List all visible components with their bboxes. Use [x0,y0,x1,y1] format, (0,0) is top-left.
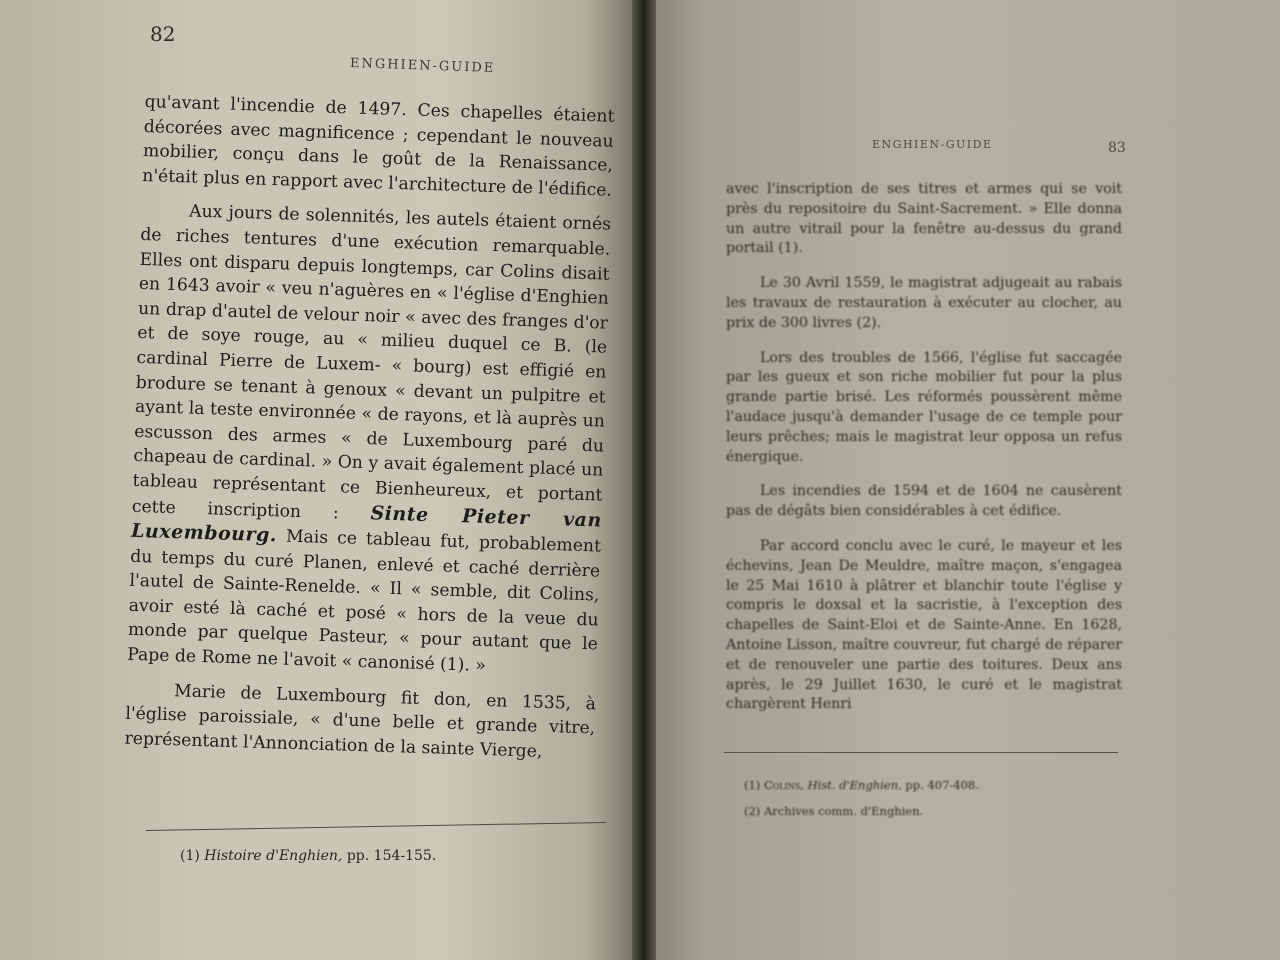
paragraph: Marie de Luxembourg fit don, en 1535, à l'église paroissiale, « d'une belle et grande vitre, représentant l'Annonciation de la sainte Vierge, [124,680,597,762]
running-head-right: ENGHIEN-GUIDE [872,138,993,151]
page-number-left: 82 [150,22,176,46]
book-gutter [632,0,658,960]
footnote-title: Hist. d'Enghien, [807,778,902,792]
paragraph: qu'avant l'incendie de 1497. Ces chapelles étaient décorées avec magnificence ; cependant le nouveau mobilier, conçu dans le goût de la Renaissance, n'était plus en rapport avec l'architecture de l'édifice. [141,91,615,201]
footnote-divider [724,752,1118,754]
paragraph-text: Aux jours de solennités, les autels étaient ornés de riches tentures d'une exécution remarquable. Elles ont disparu depuis longtemps, car Colins disait en 1643 avoir « veu n'aguères en « l'église d'Enghien un drap d'autel de velour noir « avec des franges d'or et de soye rouge, au « milieu duquel ce B. (le cardinal Pierre de Luxem- « bourg) est effigié en brodure se tenant à genoux « devant un pulpitre et ayant la teste environnée « de rayons, et là auprès un escusson des armes « de Luxembourg paré du chapeau de cardinal. » On y avait également placé un tableau représentant ce Bienheureux, et portant cette inscription : [131,201,612,523]
left-page-body [124,90,615,776]
running-head-left: ENGHIEN-GUIDE [349,56,496,77]
paragraph: Le 30 Avril 1559, le magistrat adjugeait au rabais les travaux de restauration à exécuter au clocher, au prix de 300 livres (2). [726,275,1122,331]
footnote [744,772,979,798]
footnote-title: Histoire d'Enghien, [204,848,343,864]
paragraph: avec l'inscription de ses titres et armes qui se voit près du repositoire du Saint-Sacrement. » Elle donna un autre vitrail pour la fenêtre au-dessus du grand portail (1). [726,181,1122,257]
footnote-marker: (1) [180,848,200,864]
footnote-author: Colins, [763,778,804,792]
footnotes [744,772,979,824]
footnote [180,848,436,864]
footnote [744,798,979,824]
paragraph: Par accord conclu avec le curé, le mayeur et les échevins, Jean De Meuldre, maître maçon, s'engagea le 25 Mai 1610 à plâtrer et blanchir toute l'église y compris le doxsal et la sacristie, à l'exception des chapelles de Saint-Eloi et de Sainte-Anne. En 1628, Antoine Lisson, maître couvreur, fut chargé de réparer et de renouveler une partie des toitures. Deux ans après, le 29 Juillet 1630, le curé et le magistrat chargèrent Henri [726,537,1122,713]
paragraph [127,198,612,682]
paragraph: Lors des troubles de 1566, l'église fut saccagée par les gueux et son riche mobilier fut pour la plus grande partie brisé. Les réformés poussèrent même l'audace jusqu'à demander l'usage de ce temple pour leurs prêches; mais le magistrat leur opposa un refus énergique. [726,349,1122,465]
footnote-marker: (2) [744,804,761,818]
right-page-body [726,180,1122,730]
footnote-text: Archives comm. d'Enghien. [763,804,924,818]
gothic-inscription: Sinte Pieter van Luxembourg. [130,501,603,547]
page-number-right: 83 [1108,140,1126,156]
footnote-marker: (1) [744,778,761,792]
footnote-pages: pp. 407-408. [905,778,979,792]
footnote-pages: pp. 154-155. [346,848,437,864]
paragraph: Les incendies de 1594 et de 1604 ne causèrent pas de dégâts bien considérables à cet édifice. [726,483,1122,520]
paragraph-text: Mais ce tableau fut, probablement du temps du curé Planen, enlevé et caché derrière l'autel de Sainte-Renelde. « Il « semble, dit Colins, avoir esté là caché et posé « hors de la veue du monde par quelque Pasteur, « pour autant que le Pape de Rome ne l'avoit « canonisé (1). » [126,526,602,677]
